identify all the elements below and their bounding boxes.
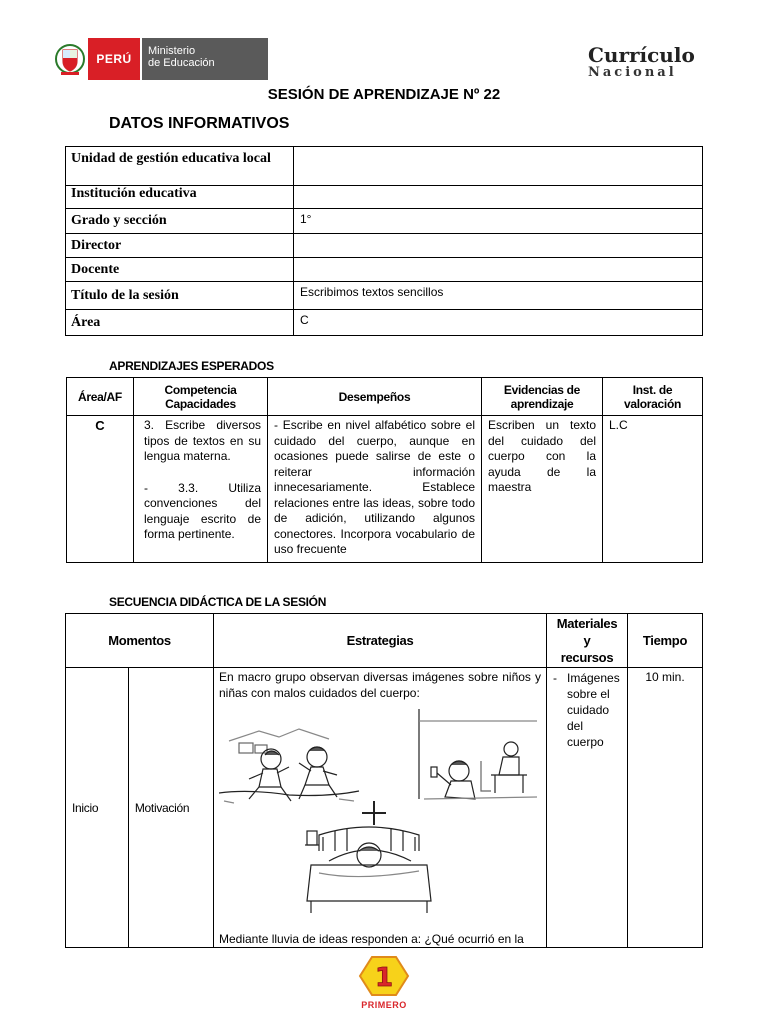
aprendizajes-title: APRENDIZAJES ESPERADOS (109, 359, 274, 373)
datos-label: Título de la sesión (66, 282, 294, 310)
header-materiales-3: recursos (560, 650, 614, 665)
row-capacidad: - 3.3. Utiliza convenciones del lenguaje escrito de forma pertinente. (144, 480, 261, 541)
peru-shield-icon (52, 38, 88, 80)
grade-label: PRIMERO (361, 1000, 407, 1010)
datos-label: Área (66, 310, 294, 336)
curriculo-line-1: Currículo (588, 43, 695, 67)
children-fallen-image (219, 729, 359, 803)
secuencia-title: SECUENCIA DIDÁCTICA DE LA SESIÓN (109, 595, 327, 609)
child-in-bed-image (305, 827, 431, 913)
ministry-logo (52, 38, 268, 80)
primero-logo (358, 955, 410, 1010)
header-evidencias-2: aprendizaje (510, 396, 574, 411)
header-area: Área/AF (67, 378, 134, 416)
curriculo-line-2: Nacional (588, 65, 677, 80)
datos-value: C (294, 310, 703, 336)
row-material-item (553, 670, 623, 750)
children-care-illustration (219, 701, 539, 927)
row-estrategia-2: Mediante lluvia de ideas responden a: ¿Qué ocurrió en la (219, 932, 524, 946)
row-material-cell (547, 668, 628, 948)
header-competencia (134, 378, 268, 416)
ministry-name (140, 38, 268, 80)
header-evidencias-1: Evidencias de (503, 382, 581, 397)
datos-title: DATOS INFORMATIVOS (109, 115, 290, 132)
row-estrategia-1: En macro grupo observan diversas imágenes sobre niños y niñas con malos cuidados del cuerpo: (219, 670, 541, 700)
aprendizajes-table (66, 377, 703, 563)
header-materiales-2: y (583, 633, 591, 648)
header-instrumento (603, 378, 703, 416)
hexagon-badge-icon (358, 955, 410, 997)
peru-label: PERÚ (88, 38, 140, 80)
header-desempenos: Desempeños (268, 378, 482, 416)
datos-value (294, 234, 703, 258)
header-momentos: Momentos (66, 614, 214, 668)
row-momento: Inicio (66, 668, 129, 948)
datos-value (294, 147, 703, 186)
ministry-line-1: Ministerio (148, 45, 196, 57)
header-tiempo: Tiempo (628, 614, 703, 668)
row-evidencia: Escriben un texto del cuidado del cuerpo con la ayuda de la maestra (482, 416, 603, 563)
datos-label: Unidad de gestión educativa local (66, 147, 294, 186)
row-desempeno: - Escribe en nivel alfabético sobre el cuidado del cuerpo, aunque en ocasiones puede salirse de este o reiterar información innecesariamente. Establece relaciones entre las ideas, sobre todo de adición, utilizando algunos conectores. Incorpora vocabulario de uso frecuente (268, 416, 482, 563)
header-materiales (547, 614, 628, 668)
row-material: Imágenes sobre el cuidado del cuerpo (567, 671, 620, 749)
row-instrumento: L.C (603, 416, 703, 563)
secuencia-table (65, 613, 703, 948)
row-estrategia-cell (214, 668, 547, 948)
row-area: C (67, 416, 134, 563)
header-competencia-1: Competencia (164, 382, 237, 397)
datos-value: 1° (294, 209, 703, 234)
child-socket-image (419, 709, 537, 799)
illustrations (219, 701, 541, 931)
header-inst-1: Inst. de (632, 382, 673, 397)
datos-value (294, 258, 703, 282)
curriculo-nacional-logo (588, 44, 698, 80)
ministry-line-2: de Educación (148, 57, 215, 69)
row-submomento: Motivación (128, 668, 213, 948)
plus-icon (362, 801, 386, 825)
datos-label: Grado y sección (66, 209, 294, 234)
header-evidencias (482, 378, 603, 416)
row-tiempo: 10 min. (628, 668, 703, 948)
datos-value: Escribimos textos sencillos (294, 282, 703, 310)
header-competencia-2: Capacidades (165, 396, 236, 411)
datos-label: Director (66, 234, 294, 258)
grade-number: 1 (374, 963, 394, 993)
header-materiales-1: Materiales (556, 616, 618, 631)
datos-label: Institución educativa (66, 186, 294, 209)
header-inst-2: valoración (623, 396, 682, 411)
datos-table (65, 146, 703, 336)
row-competencia-cell (134, 416, 268, 563)
page-title: SESIÓN DE APRENDIZAJE Nº 22 (267, 86, 501, 103)
row-competencia: 3. Escribe diversos tipos de textos en su lengua materna. (144, 418, 261, 463)
datos-value (294, 186, 703, 209)
header-estrategias: Estrategias (214, 614, 547, 668)
bullet-dash-icon: - (553, 671, 557, 685)
datos-label: Docente (66, 258, 294, 282)
